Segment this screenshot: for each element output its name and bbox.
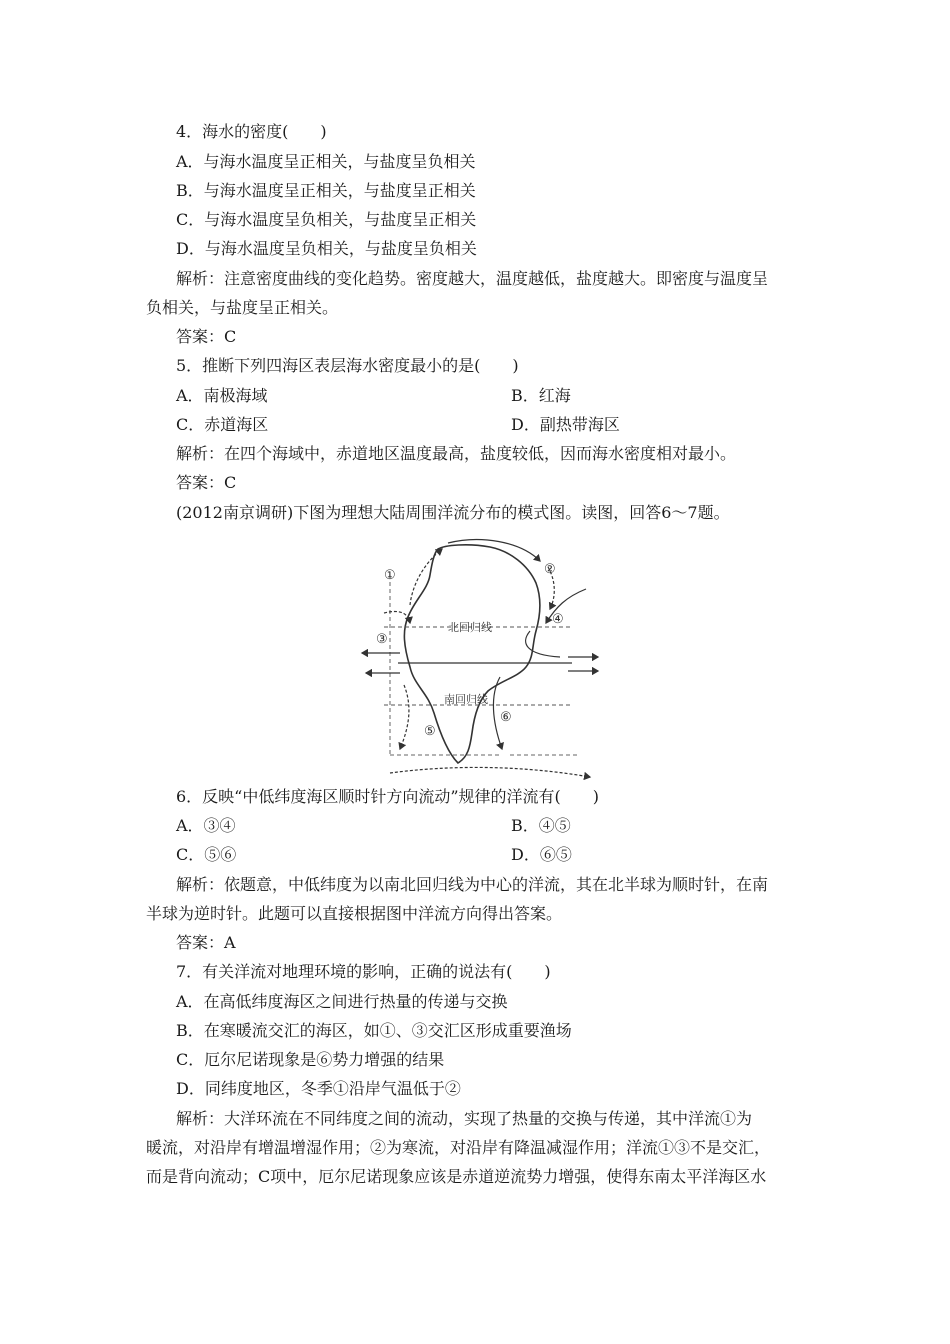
q7-stem: 7．有关洋流对地理环境的影响，正确的说法有( ) [176,962,551,981]
q4-option-b: B．与海水温度呈正相关，与盐度呈正相关 [176,181,476,200]
q7-option-a: A．在高低纬度海区之间进行热量的传递与交换 [176,992,508,1011]
q7-analysis-line3: 而是背向流动；C项中，厄尔尼诺现象应该是赤道逆流势力增强，使得东南太平洋海区水 [146,1167,767,1186]
q7-option-c: C．厄尔尼诺现象是⑥势力增强的结果 [176,1050,445,1069]
q6-answer: 答案：A [176,933,236,952]
q4-option-d: D．与海水温度呈负相关，与盐度呈负相关 [176,239,477,258]
label-6: ⑥ [500,710,512,725]
q5-stem: 5．推断下列四海区表层海水密度最小的是( ) [176,356,519,375]
q6-option-a: A．③④ [176,816,236,835]
south-tropic-label: 南回归线 [444,693,488,706]
q4-option-c: C．与海水温度呈负相关，与盐度呈正相关 [176,210,477,229]
q5-option-a: A．南极海域 [176,386,268,405]
q7-option-b: B．在寒暖流交汇的海区，如①、③交汇区形成重要渔场 [176,1021,572,1040]
q4-option-a: A．与海水温度呈正相关，与盐度呈负相关 [176,152,476,171]
current-top [448,540,540,561]
q5-analysis: 解析：在四个海域中，赤道地区温度最高，盐度较低，因而海水密度相对最小。 [176,444,737,463]
q7-analysis-line2: 暖流，对沿岸有增温增湿作用；②为寒流，对沿岸有降温减湿作用；洋流①③不是交汇， [146,1138,771,1157]
ocean-current-diagram [350,535,612,790]
north-tropic-label: 北回归线 [448,621,492,634]
q6-option-d: D．⑥⑤ [511,845,572,864]
q4-answer: 答案：C [176,327,237,346]
q5-option-b: B．红海 [511,386,571,405]
current-1 [410,549,442,605]
q7-analysis-line1: 解析：大洋环流在不同纬度之间的流动，实现了热量的交换与传递，其中洋流①为 [176,1109,753,1128]
q6-option-c: C．⑤⑥ [176,845,237,864]
frame-box [390,575,580,755]
current-5 [400,685,409,749]
label-1: ① [384,568,396,583]
label-2: ② [544,562,556,577]
label-3: ③ [376,632,388,647]
q5-option-c: C．赤道海区 [176,415,269,434]
q6-option-b: B．④⑤ [511,816,571,835]
q4-analysis-line1: 解析：注意密度曲线的变化趋势。密度越大，温度越低，盐度越大。即密度与温度呈 [176,269,769,288]
q5-option-d: D．副热带海区 [511,415,620,434]
q4-stem: 4．海水的密度( ) [176,122,327,141]
q7-option-d: D．同纬度地区，冬季①沿岸气温低于② [176,1079,461,1098]
label-5: ⑤ [424,724,436,739]
q6-analysis-line2: 半球为逆时针。此题可以直接根据图中洋流方向得出答案。 [146,904,563,923]
figure-intro: (2012南京调研)下图为理想大陆周围洋流分布的模式图。读图，回答6～7题。 [176,503,730,522]
current-east-counter [526,631,560,657]
current-bottom [390,767,590,777]
q4-analysis-line2: 负相关，与盐度呈正相关。 [146,298,339,317]
q5-answer: 答案：C [176,473,237,492]
q6-stem: 6．反映“中低纬度海区顺时针方向流动”规律的洋流有( ) [176,787,600,806]
label-4: ④ [552,612,564,627]
q6-analysis-line1: 解析：依题意，中低纬度为以南北回归线为中心的洋流，其在北半球为顺时针，在南 [176,875,769,894]
